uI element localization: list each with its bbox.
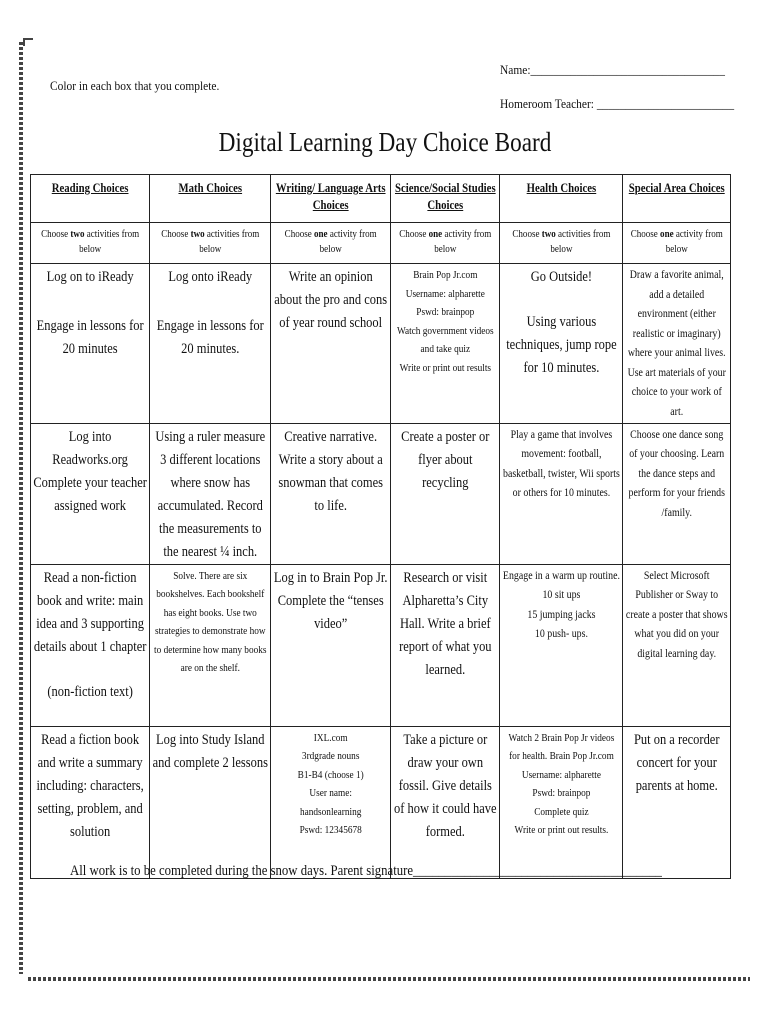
header-row xyxy=(31,175,731,223)
activity-cell[interactable]: Brain Pop Jr.com Username: alpharette Pswd: brainpop Watch government videos and take quiz Write or print out results xyxy=(391,264,500,424)
activity-cell[interactable]: Watch 2 Brain Pop Jr videos for health. Brain Pop Jr.com Username: alpharette Pswd: brainpop Complete quiz Write or print out results. xyxy=(500,726,623,878)
activity-cell[interactable]: IXL.com 3rdgrade nouns B1-B4 (choose 1) User name: handsonlearning Pswd: 12345678 xyxy=(271,726,391,878)
activity-cell[interactable]: Engage in a warm up routine. 10 sit ups 15 jumping jacks 10 push- ups. xyxy=(500,564,623,726)
choice-board-table xyxy=(30,174,731,879)
activity-cell[interactable]: Log into Study Island and complete 2 lessons xyxy=(150,726,271,878)
activity-cell[interactable]: Select Microsoft Publisher or Sway to create a poster that shows what you did on your digital learning day. xyxy=(623,564,731,726)
activity-row xyxy=(31,564,731,726)
header-math: Math Choices xyxy=(150,175,271,223)
activity-row xyxy=(31,726,731,878)
activity-cell[interactable]: Play a game that involves movement: football, basketball, twister, Wii sports or others for 10 minutes. xyxy=(500,423,623,564)
page-title: Digital Learning Day Choice Board xyxy=(218,127,552,157)
footer-parent-signature: All work is to be completed during the snow days. Parent signature_______________________________________ xyxy=(70,863,662,879)
activity-cell[interactable]: Log into Readworks.org Complete your teacher assigned work xyxy=(31,423,150,564)
activity-cell[interactable]: Read a fiction book and write a summary including: characters, setting, problem, and solution xyxy=(31,726,150,878)
activity-cell[interactable]: Using a ruler measure 3 different locations where snow has accumulated. Record the measurements to the nearest ¼ inch. xyxy=(150,423,271,564)
activity-cell[interactable]: Draw a favorite animal, add a detailed environment (either realistic or imaginary) where your animal lives. Use art materials of your choice to your work of art. xyxy=(623,264,731,424)
activity-cell[interactable]: Log in to Brain Pop Jr. Complete the “tenses video” xyxy=(271,564,391,726)
header-special-area: Special Area Choices xyxy=(623,175,731,223)
sub-math: Choose two activities from below xyxy=(150,223,271,264)
sub-special-area: Choose one activity from below xyxy=(623,223,731,264)
header-health: Health Choices xyxy=(500,175,623,223)
activity-row xyxy=(31,423,731,564)
activity-cell[interactable]: Take a picture or draw your own fossil. Give details of how it could have formed. xyxy=(391,726,500,878)
sub-writing: Choose one activity from below xyxy=(271,223,391,264)
sub-reading: Choose two activities from below xyxy=(31,223,150,264)
sub-health: Choose two activities from below xyxy=(500,223,623,264)
activity-cell[interactable]: Read a non-fiction book and write: main idea and 3 supporting details about 1 chapter (non-fiction text) xyxy=(31,564,150,726)
header-reading: Reading Choices xyxy=(31,175,150,223)
instruction-row xyxy=(31,223,731,264)
activity-row xyxy=(31,264,731,424)
name-field: Name:__________________________________ xyxy=(500,62,725,77)
activity-cell[interactable]: Solve. There are six bookshelves. Each bookshelf has eight books. Use two strategies to demonstrate how to determine how many books are on the shelf. xyxy=(150,564,271,726)
header-science: Science/Social Studies Choices xyxy=(391,175,500,223)
page-left-edge xyxy=(19,42,23,974)
sub-science: Choose one activity from below xyxy=(391,223,500,264)
activity-cell[interactable]: Creative narrative. Write a story about a snowman that comes to life. xyxy=(271,423,391,564)
activity-cell[interactable]: Put on a recorder concert for your parents at home. xyxy=(623,726,731,878)
activity-cell[interactable]: Log onto iReady Engage in lessons for 20 minutes. xyxy=(150,264,271,424)
activity-cell[interactable]: Go Outside! Using various techniques, jump rope for 10 minutes. xyxy=(500,264,623,424)
activity-cell[interactable]: Choose one dance song of your choosing. Learn the dance steps and perform for your friends /family. xyxy=(623,423,731,564)
activity-cell[interactable]: Create a poster or flyer about recycling xyxy=(391,423,500,564)
activity-cell[interactable]: Log on to iReady Engage in lessons for 20 minutes xyxy=(31,264,150,424)
page-bottom-edge xyxy=(28,977,750,981)
instruction-text: Color in each box that you complete. xyxy=(50,78,220,93)
activity-cell[interactable]: Research or visit Alpharetta’s City Hall. Write a brief report of what you learned. xyxy=(391,564,500,726)
corner-mark xyxy=(23,38,33,46)
activity-cell[interactable]: Write an opinion about the pro and cons of year round school xyxy=(271,264,391,424)
homeroom-teacher-field: Homeroom Teacher: ________________________ xyxy=(500,96,735,111)
header-writing: Writing/ Language Arts Choices xyxy=(271,175,391,223)
